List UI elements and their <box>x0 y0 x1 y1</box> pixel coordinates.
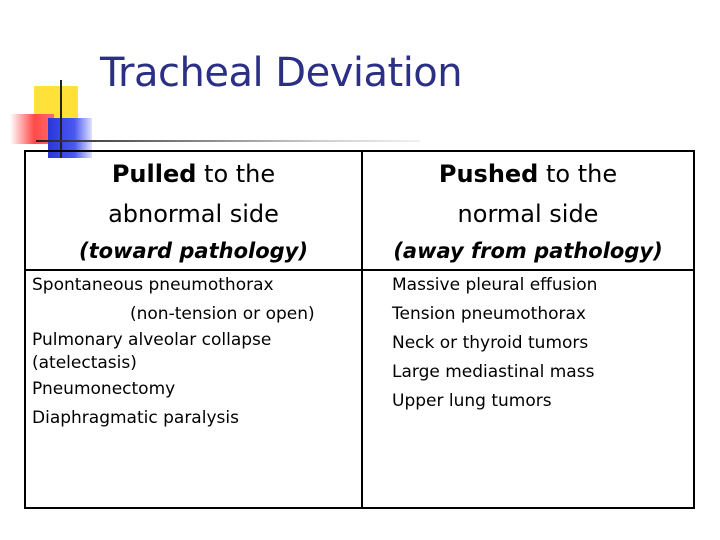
slide-title: Tracheal Deviation <box>100 50 463 96</box>
left-header-bold: Pulled <box>111 160 197 188</box>
list-item: Large mediastinal mass <box>392 362 595 382</box>
list-item: Pulmonary alveolar collapse <box>32 330 272 350</box>
right-column-header <box>363 152 693 269</box>
right-header-line2: normal side <box>457 200 599 228</box>
list-item: Neck or thyroid tumors <box>392 333 589 353</box>
list-item: Spontaneous pneumothorax <box>32 275 274 295</box>
left-column-list <box>32 271 352 433</box>
left-column-header <box>26 152 361 269</box>
right-column-list <box>392 271 692 416</box>
right-header-bold: Pushed <box>438 160 539 188</box>
list-item: Massive pleural effusion <box>392 275 598 295</box>
right-header-rest: to the <box>538 160 618 188</box>
list-item: Pneumonectomy <box>32 379 176 399</box>
left-header-rest: to the <box>196 160 276 188</box>
list-item: Tension pneumothorax <box>392 304 586 324</box>
list-item: (non-tension or open) <box>130 304 315 324</box>
decor-vertical-line <box>60 80 62 158</box>
list-item: Diaphragmatic paralysis <box>32 408 239 428</box>
left-header-line2: abnormal side <box>108 200 279 228</box>
right-header-line3: (away from pathology) <box>393 239 663 263</box>
decor-horizontal-line <box>36 140 420 142</box>
left-header-line3: (toward pathology) <box>79 239 308 263</box>
list-item: Upper lung tumors <box>392 391 552 411</box>
list-item: (atelectasis) <box>32 353 137 373</box>
comparison-table <box>24 150 695 509</box>
